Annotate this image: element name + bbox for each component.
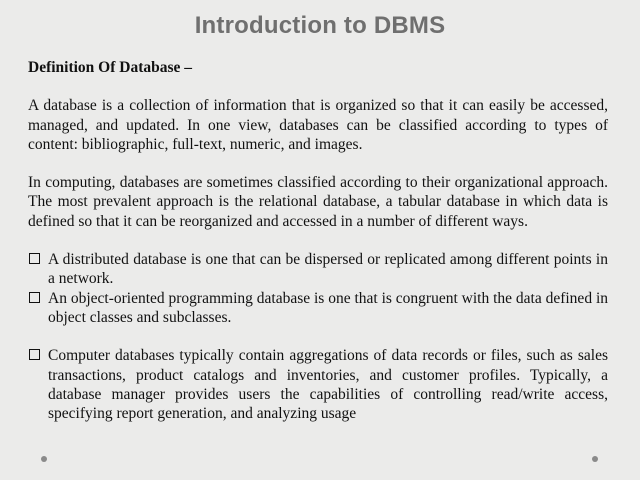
bullet-item-object-oriented (28, 289, 608, 328)
bullet-item-distributed (28, 250, 608, 289)
paragraph-classification: In computing, databases are sometimes classified according to their organizational approach. The most prevalent approach is the relational database, a tabular database in which data is defined so that it can be reorganized and accessed in a number of different ways. (28, 174, 608, 230)
footer-dot-left (41, 456, 47, 462)
checkbox-icon (29, 349, 40, 360)
checkbox-icon (29, 292, 40, 303)
bullet-list (28, 250, 608, 423)
slide-title: Introduction to DBMS (194, 12, 446, 39)
paragraph-definition: A database is a collection of information that is organized so that it can easily be accessed, managed, and updated. In one view, databases can be classified according to types of content: bibliographic, full-text, numeric, and images. (28, 97, 608, 153)
checkbox-icon (29, 253, 40, 264)
bullet-text: A distributed database is one that can be dispersed or replicated among different points in a network. (48, 251, 608, 288)
definition-heading: Definition Of Database – (28, 59, 193, 76)
footer-dot-right (592, 456, 598, 462)
bullet-text: An object-oriented programming database is one that is congruent with the data defined in object classes and subclasses. (48, 289, 608, 326)
bullet-text: Computer databases typically contain aggregations of data records or files, such as sales transactions, product catalogs and inventories, and customer profiles. Typically, a database manager provides users the capabilities of controlling read/write access, specifying report generation, and analyzing usage (48, 347, 608, 423)
slide-content (28, 58, 608, 423)
bullet-item-computer-databases (28, 346, 608, 423)
